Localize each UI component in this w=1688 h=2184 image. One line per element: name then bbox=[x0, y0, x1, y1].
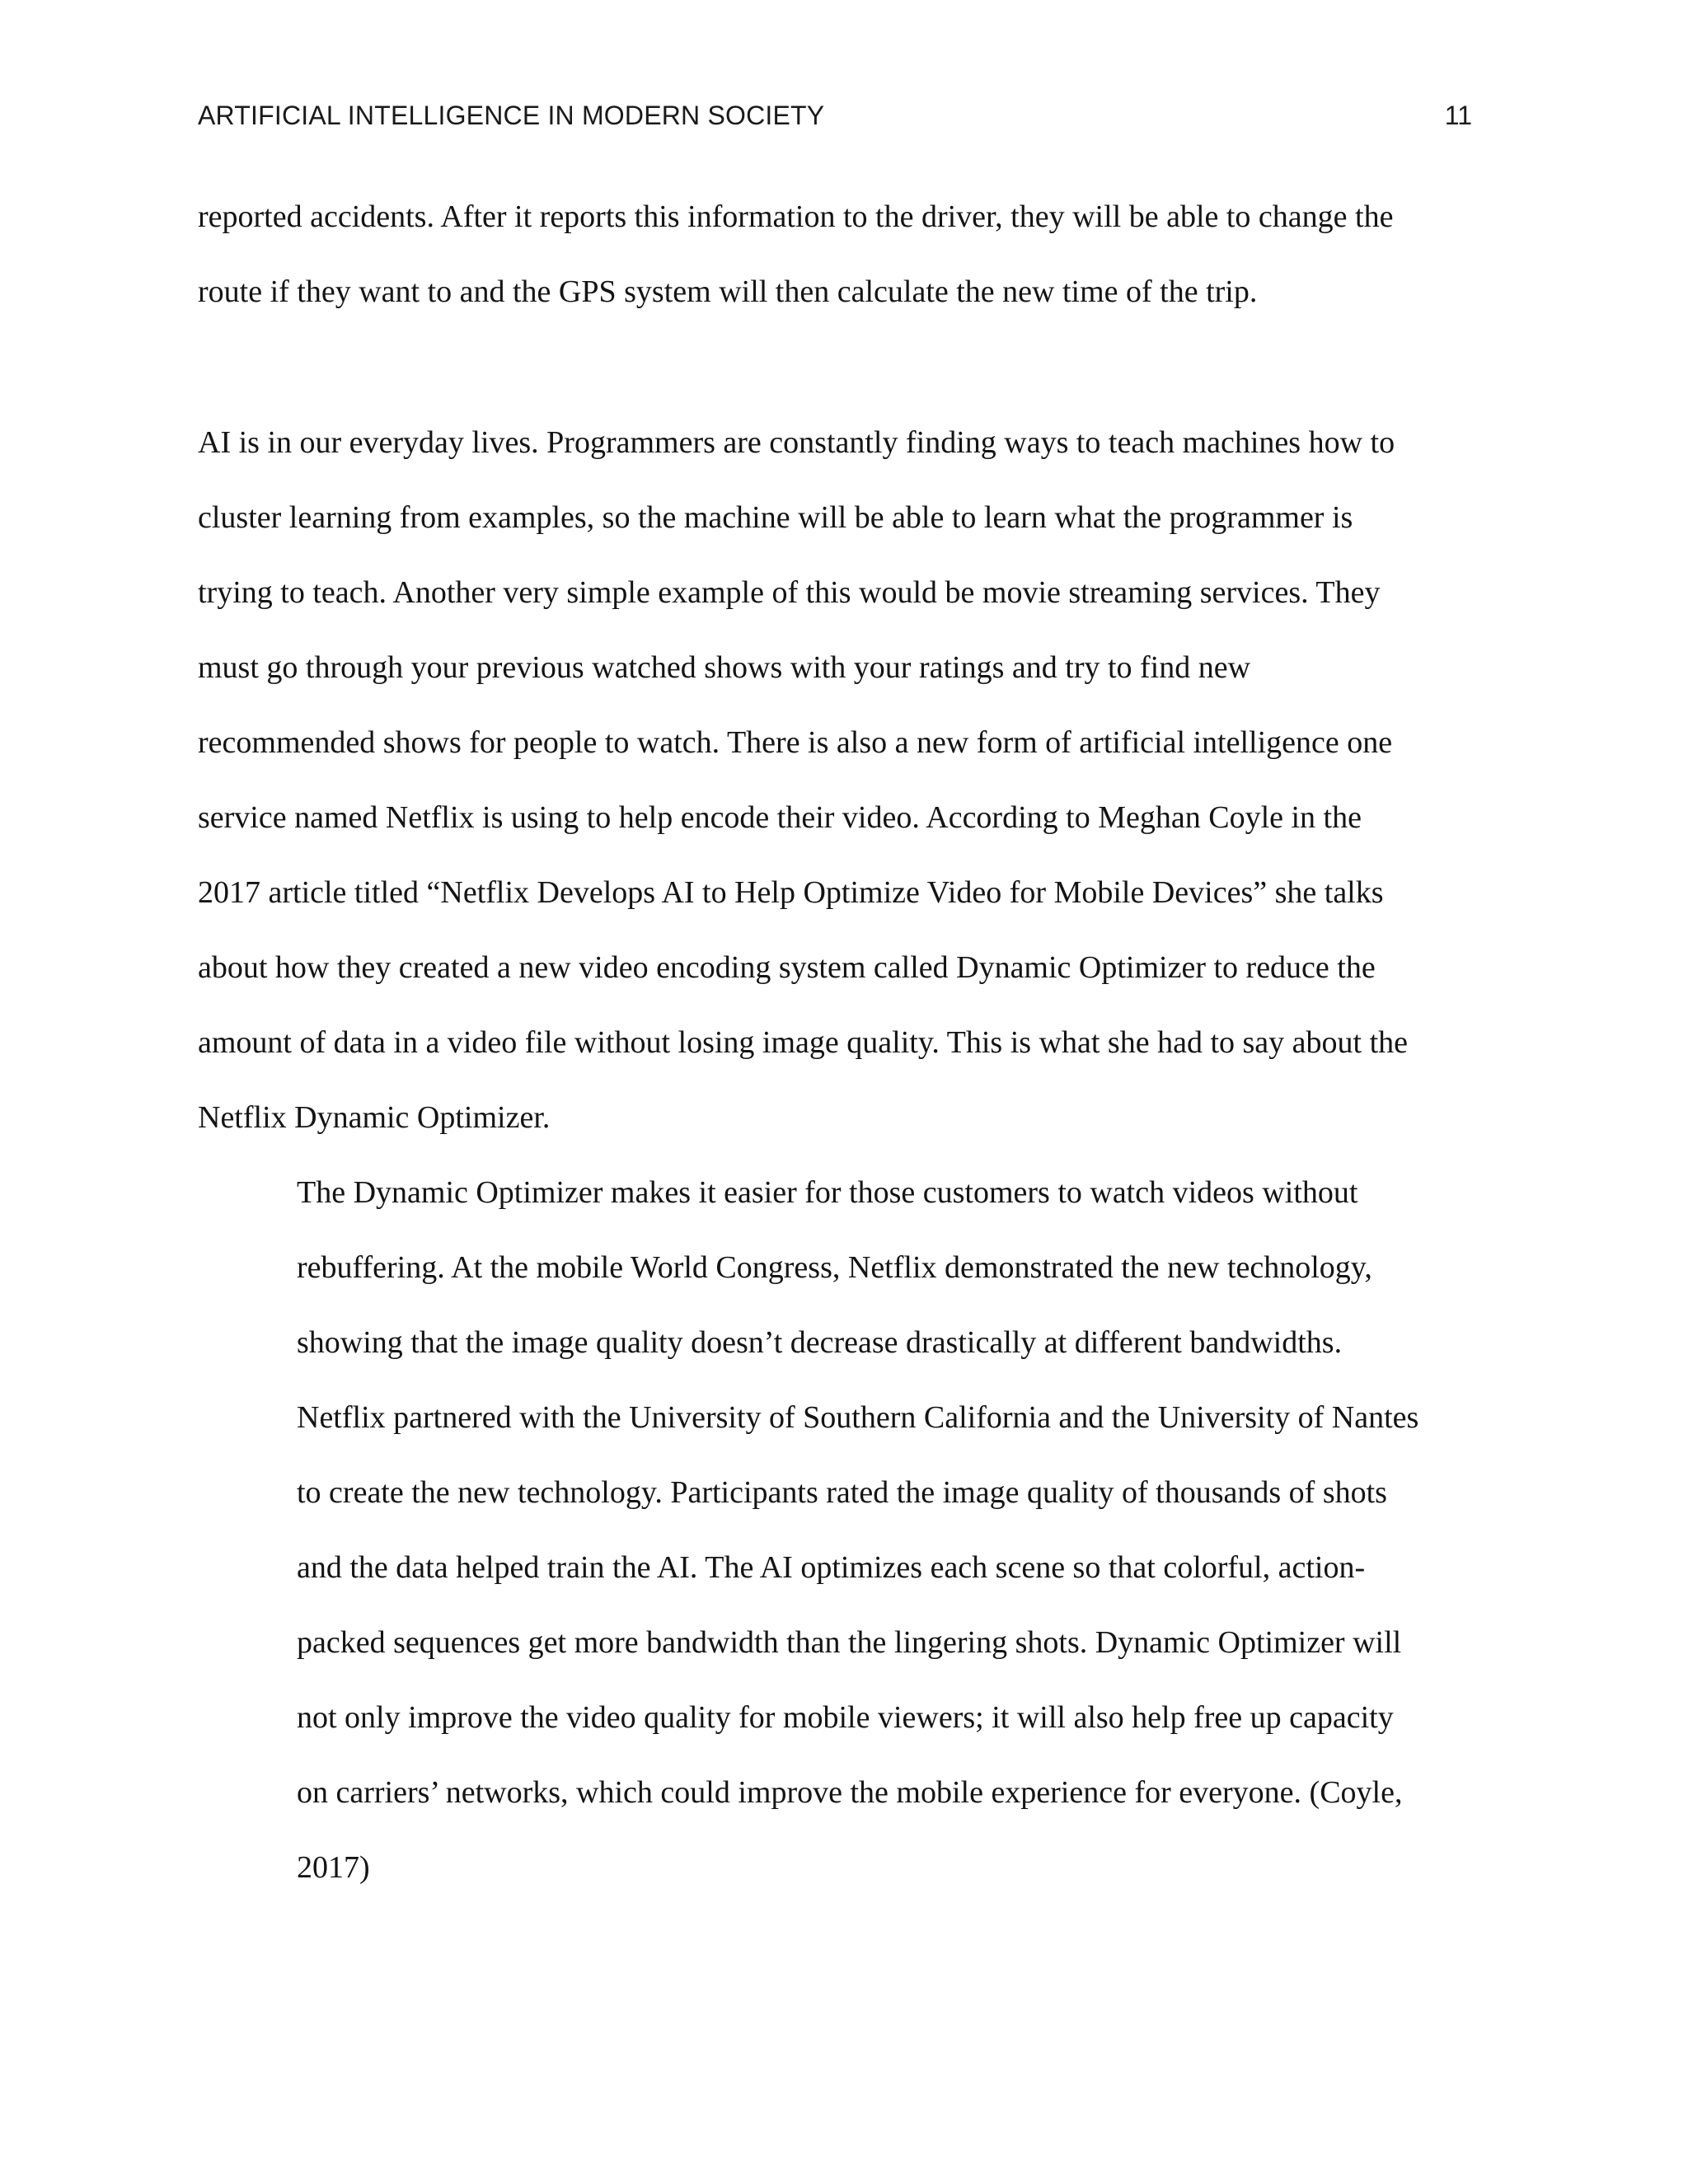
block-quote-line: 2017) bbox=[297, 1850, 370, 1885]
paragraph-line: about how they created a new video encoding system called Dynamic Optimizer to reduce the bbox=[198, 950, 1376, 985]
paragraph-line: 2017 article titled “Netflix Develops AI to Help Optimize Video for Mobile Devices” she talks bbox=[198, 875, 1384, 910]
block-quote-line: not only improve the video quality for mobile viewers; it will also help free up capacity bbox=[297, 1700, 1394, 1735]
paragraph-line: cluster learning from examples, so the machine will be able to learn what the programmer is bbox=[198, 500, 1353, 535]
paragraph-line: route if they want to and the GPS system will then calculate the new time of the trip. bbox=[198, 274, 1258, 309]
paragraph-line: amount of data in a video file without losing image quality. This is what she had to say about the bbox=[198, 1025, 1409, 1060]
page-number: 11 bbox=[1444, 101, 1472, 130]
paragraph-line: reported accidents. After it reports this information to the driver, they will be able to change the bbox=[198, 199, 1394, 234]
block-quote-line: Netflix partnered with the University of Southern California and the University of Nantes bbox=[297, 1400, 1419, 1435]
paragraph-line: trying to teach. Another very simple example of this would be movie streaming services. They bbox=[198, 575, 1381, 610]
block-quote-line: rebuffering. At the mobile World Congress, Netflix demonstrated the new technology, bbox=[297, 1250, 1372, 1285]
paragraph-line: service named Netflix is using to help encode their video. According to Meghan Coyle in the bbox=[198, 800, 1362, 835]
paragraph-line: recommended shows for people to watch. There is also a new form of artificial intelligence one bbox=[198, 725, 1393, 760]
block-quote-line: and the data helped train the AI. The AI optimizes each scene so that colorful, action- bbox=[297, 1550, 1366, 1585]
block-quote-line: packed sequences get more bandwidth than the lingering shots. Dynamic Optimizer will bbox=[297, 1625, 1402, 1660]
block-quote-line: showing that the image quality doesn’t decrease drastically at different bandwidths. bbox=[297, 1325, 1343, 1360]
running-head: ARTIFICIAL INTELLIGENCE IN MODERN SOCIETY bbox=[198, 101, 825, 130]
paragraph-line: must go through your previous watched shows with your ratings and try to find new bbox=[198, 650, 1251, 685]
paragraph-line: AI is in our everyday lives. Programmers are constantly finding ways to teach machines how to bbox=[198, 425, 1395, 460]
paragraph-line: Netflix Dynamic Optimizer. bbox=[198, 1100, 551, 1135]
block-quote-line: to create the new technology. Participants rated the image quality of thousands of shots bbox=[297, 1475, 1387, 1510]
block-quote-line: on carriers’ networks, which could improve the mobile experience for everyone. (Coyle, bbox=[297, 1775, 1403, 1810]
block-quote-line: The Dynamic Optimizer makes it easier for those customers to watch videos without bbox=[297, 1175, 1358, 1210]
